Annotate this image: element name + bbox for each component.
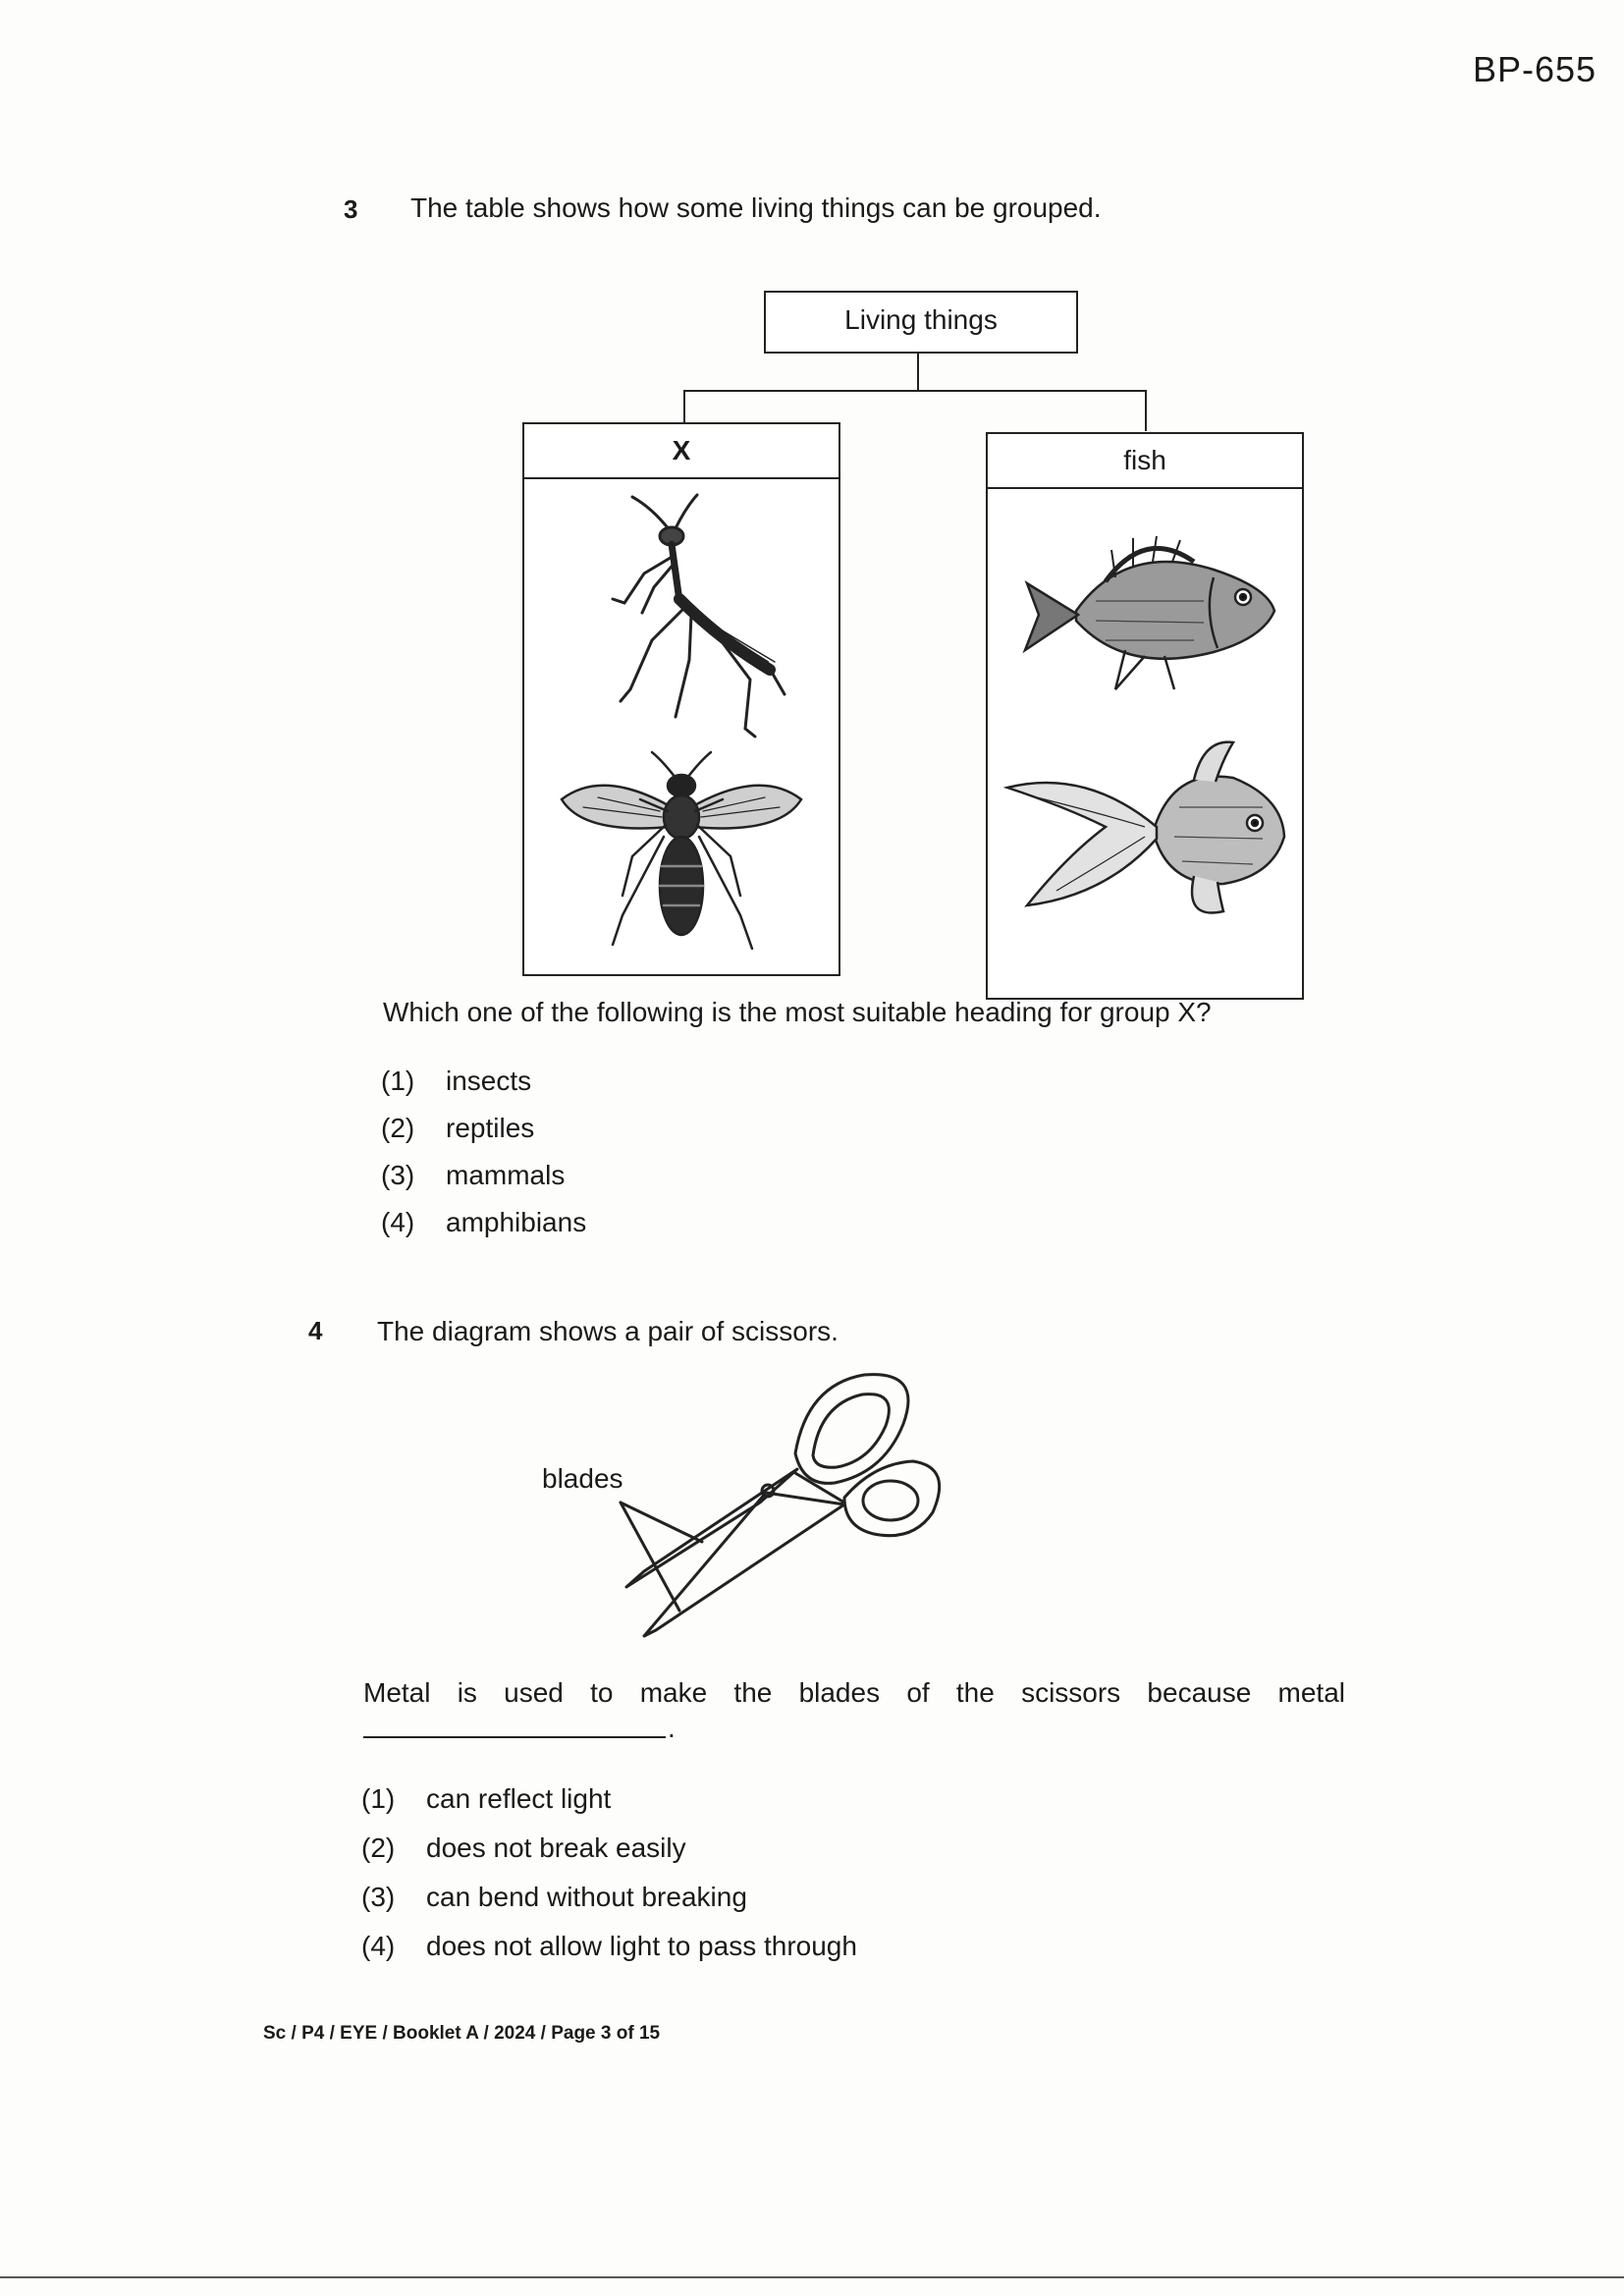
q3-option-2[interactable]	[381, 1113, 534, 1144]
chart-connector	[683, 390, 685, 423]
answer-blank-end: .	[668, 1713, 676, 1743]
q3-option-text: amphibians	[446, 1207, 587, 1237]
q3-option-number: (4)	[381, 1207, 415, 1237]
blades-label: blades	[542, 1463, 623, 1494]
group-x-heading: X	[524, 424, 839, 479]
q4-option-number: (3)	[361, 1882, 396, 1912]
q4-option-4[interactable]	[361, 1931, 857, 1962]
question-3-prompt: Which one of the following is the most suitable heading for group X?	[383, 997, 1212, 1027]
q4-option-3[interactable]	[361, 1882, 747, 1913]
chart-connector	[1145, 390, 1147, 431]
scan-edge-line	[0, 2276, 1624, 2278]
q4-option-text: does not allow light to pass through	[426, 1931, 857, 1961]
question-3-text: The table shows how some living things can be grouped.	[410, 192, 1102, 223]
paper-code: BP-655	[1473, 49, 1597, 89]
q3-option-text: reptiles	[446, 1113, 535, 1143]
page-footer: Sc / P4 / EYE / Booklet A / 2024 / Page 3 of 15	[263, 2023, 661, 2044]
goldfish-icon	[998, 729, 1292, 925]
fish-icon	[1017, 532, 1282, 699]
q3-option-text: mammals	[446, 1160, 566, 1190]
question-4-stem: Metal is used to make the blades of the scissors because metal	[363, 1677, 1345, 1708]
chart-connector	[917, 352, 919, 391]
scissors-icon	[550, 1365, 982, 1660]
q3-option-4[interactable]	[381, 1207, 586, 1238]
chart-connector	[683, 390, 1147, 392]
q4-option-text: can reflect light	[426, 1783, 612, 1814]
q4-option-text: does not break easily	[426, 1832, 686, 1863]
q3-option-3[interactable]	[381, 1160, 565, 1191]
praying-mantis-icon	[573, 493, 799, 748]
question-4-text: The diagram shows a pair of scissors.	[377, 1316, 839, 1346]
q4-option-number: (1)	[361, 1783, 396, 1814]
wasp-icon	[554, 748, 809, 964]
group-x-box	[522, 422, 840, 976]
q4-option-number: (2)	[361, 1832, 396, 1863]
q3-option-number: (2)	[381, 1113, 415, 1143]
answer-blank	[363, 1736, 666, 1738]
group-fish-heading: fish	[988, 434, 1302, 489]
q3-option-text: insects	[446, 1066, 532, 1096]
q3-option-number: (3)	[381, 1160, 415, 1190]
chart-root-box	[764, 291, 1078, 354]
chart-root-label: Living things	[844, 304, 998, 335]
q3-option-1[interactable]	[381, 1066, 531, 1097]
q4-option-text: can bend without breaking	[426, 1882, 747, 1912]
question-3-number: 3	[344, 194, 358, 224]
group-fish-box	[986, 432, 1304, 1000]
question-4-number: 4	[308, 1316, 323, 1345]
q4-option-1[interactable]	[361, 1783, 611, 1815]
q4-option-number: (4)	[361, 1931, 396, 1961]
q3-option-number: (1)	[381, 1066, 415, 1096]
q4-option-2[interactable]	[361, 1832, 686, 1864]
